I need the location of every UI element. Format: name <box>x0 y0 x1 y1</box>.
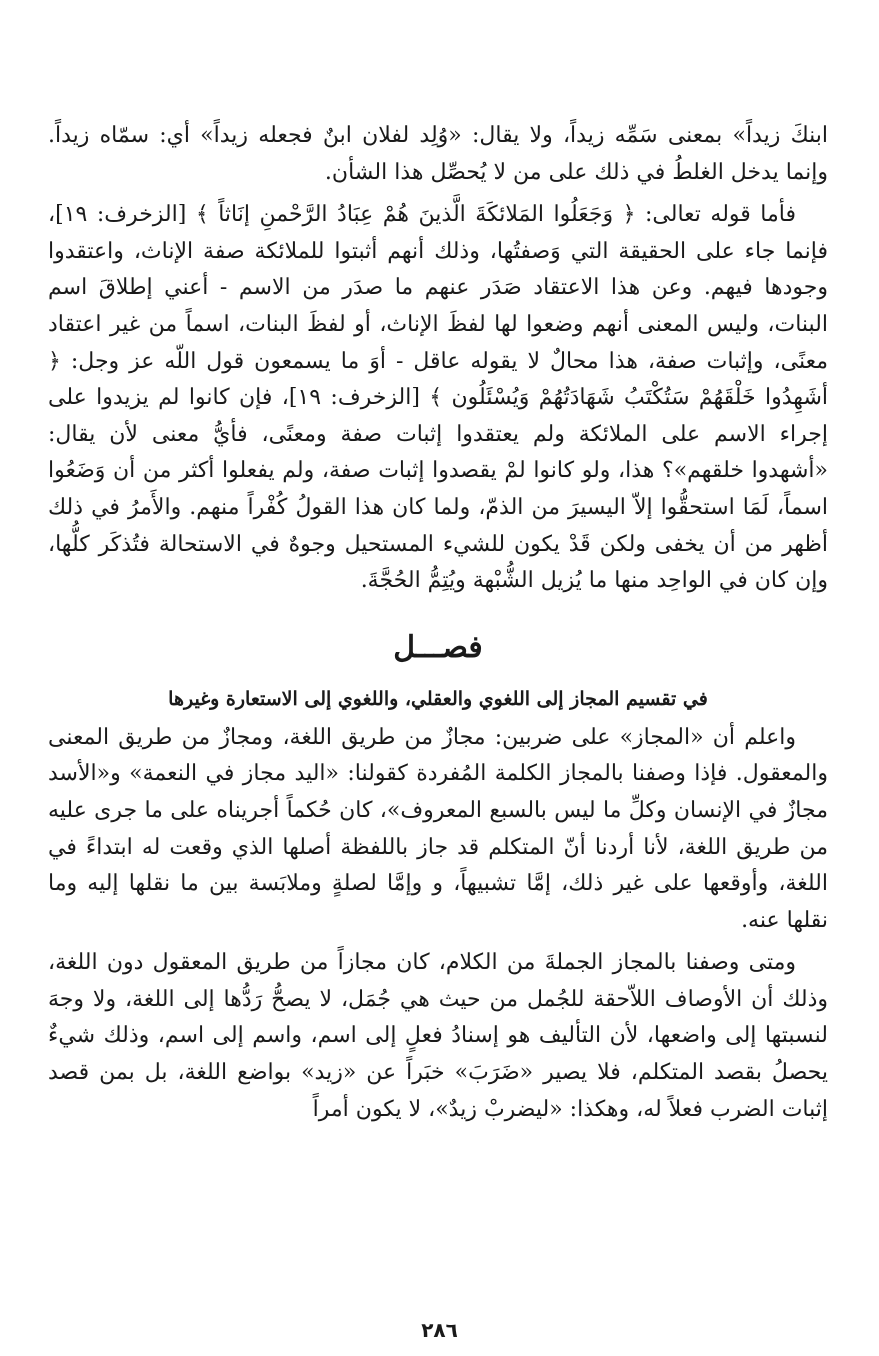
paragraph-majaz-types: واعلم أن «المجاز» على ضربين: مجازٌ من طريق اللغة، ومجازٌ من طريق المعنى والمعقول. فإذا وصفنا بالمجاز الكلمة المُفردة كقولنا: «اليد مجاز في النعمة» و«الأسد مجازٌ في الإنسان وكلِّ ما ليس بالسبع المعروف»، كان حُكماً أجريناه على ما جرى عليه من طريق اللغة، لأنا أردنا أنّ المتكلم قد جاز باللفظة أصلها الذي وقعت له ابتداءً في اللغة، وأوقعها على غير ذلك، إمَّا تشبيهاً، و وإمَّا لصلةٍ وملابَسة بين ما نقلها إليه وما نقلها عنه. <box>48 724 828 933</box>
paragraph-sentence-majaz: ومتى وصفنا بالمجاز الجملةَ من الكلام، كان مجازاً من طريق المعقول دون اللغة، وذلك أن الأوصاف اللاّحقة للجُمل من حيث هي جُمَل، لا يصحُّ رَدُّها إلى اللغة، ولا وجهَ لنسبتها إلى واضعها، لأن التأليف هو إسنادُ فعلٍ إلى اسم، واسم إلى اسم، وذلك شيءٌ يحصلُ بقصد المتكلم، فلا يصير «ضَرَبَ» خبَراً عن «زيد» بواضع اللغة، بل بمن قصد إثبات الضرب فعلاً له، وهكذا: «ليضربْ زيدٌ»، لا يكون أمراً <box>48 950 828 1122</box>
page-number: ٢٨٦ <box>421 1318 458 1342</box>
paragraph-angels-verse: فأما قوله تعالى: ﴿ وَجَعَلُوا المَلائكَةَ الَّذينَ هُمْ عِبَادُ الرَّحْمنِ إنَاثاً ﴾ [الزخرف: ١٩]، فإنما جاء على الحقيقة التي وَصفتُها، وذلك أنهم أثبتوا للملائكة صفة الإناث، واعتقدوا وجودها فيهم. وعن هذا الاعتقاد صَدَر عنهم ما صدَر من الاسم - أعني إطلاقَ اسم البنات، وليس المعنى أنهم وضعوا لها لفظَ الإناث، أو لفظَ البنات، اسماً من غير اعتقاد معنًى، وإثبات صفة، هذا محالٌ لا يقوله عاقل - أوَ ما يسمعون قول اللّه عز وجل: ﴿ أشَهِدُوا خَلْقَهُمْ سَتُكْتَبُ شَهَادَتُهُمْ وَيُسْئَلُون ﴾ [الزخرف: ١٩]، فإن كانوا لم يزيدوا على إجراء الاسم على الملائكة ولم يعتقدوا إثبات صفة ومعنًى، فأيُّ معنى لأن يقال: «أشهدوا خلقهم»؟ هذا، ولو كانوا لمْ يقصدوا إثبات صفة، ولم يفعلوا أكثر من أن وَضَعُوا اسماً، لَمَا استحقُّوا إلاّ اليسيرَ من الذمّ، ولما كان هذا القولُ كُفْراً منهم. والأَمرُ في ذلك أظهر من أن يخفى ولكن قَدْ يكون للشيء المستحيل وجوهٌ في الاستحالة فتُذكَر كلُّها، وإن كان في الواحِد منها ما يُزيل الشُّبْهة ويُتِمُّ الحُجَّةَ. <box>48 202 829 594</box>
section-heading: فصـــل <box>393 629 483 665</box>
section-subtitle: في تقسيم المجاز إلى اللغوي والعقلي، واللغوي إلى الاستعارة وغيرها <box>168 687 708 710</box>
document-page <box>48 118 828 1128</box>
paragraph-intro-continuation: ابنكَ زيداً» بمعنى سَمِّه زيداً، ولا يقال: «وُلِد لفلان ابنٌ فجعله زيداً» أي: سمّاه زيداً. وإنما يدخل الغلطُ في ذلك على من لا يُحصِّل هذا الشأن. <box>48 123 828 185</box>
